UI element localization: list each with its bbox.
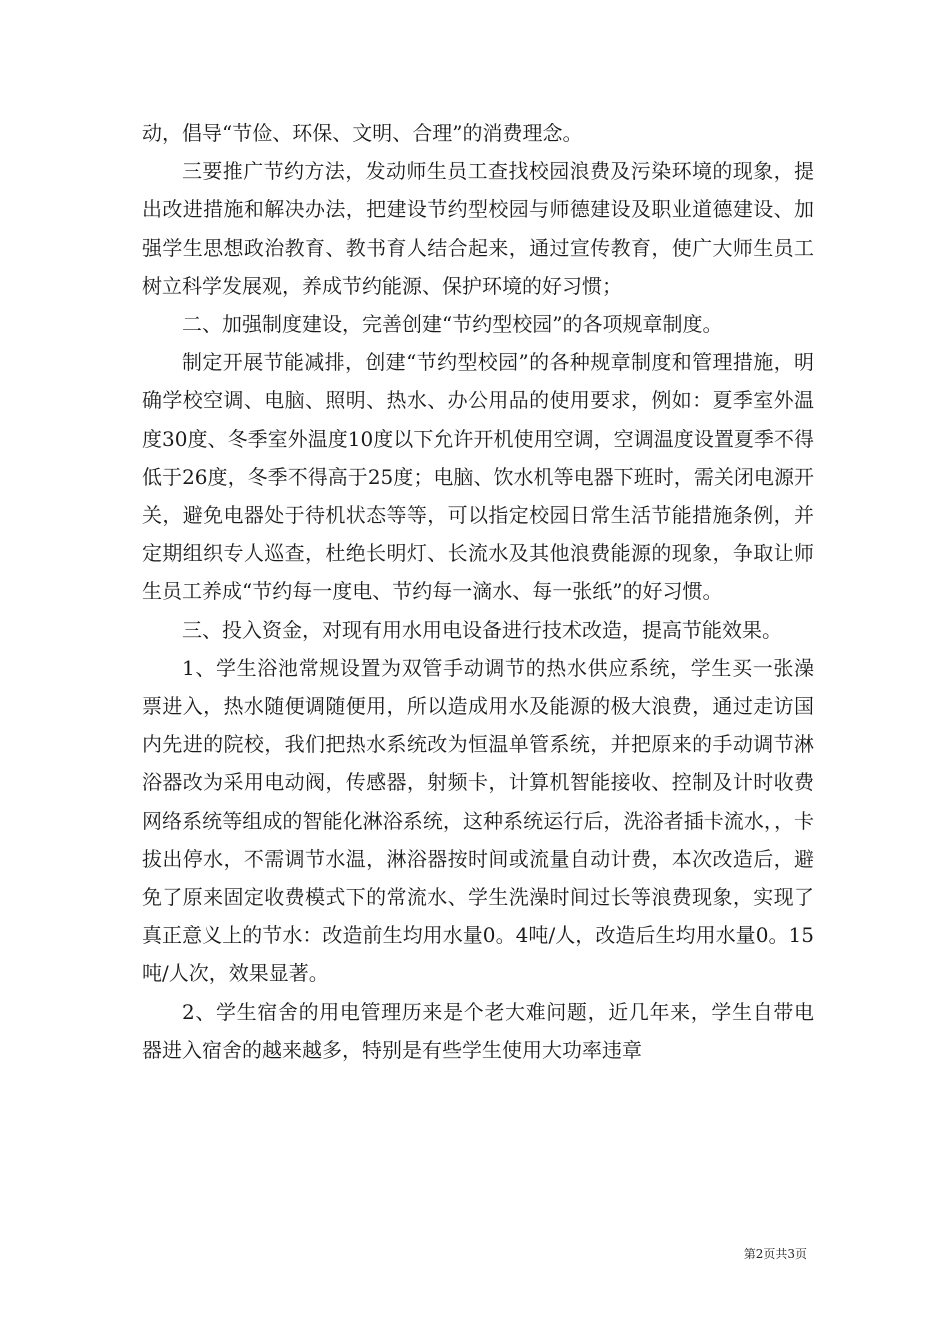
paragraph-7: 2、学生宿舍的用电管理历来是个老大难问题，近几年来，学生自带电器进入宿舍的越来越多，特别是有些学生使用大功率违章 — [142, 999, 814, 1062]
paragraph-2: 三要推广节约方法，发动师生员工查找校园浪费及污染环境的现象，提出改进措施和解决办法，把建设节约型校园与师德建设及职业道德建设、加强学生思想政治教育、教书育人结合起来，通过宣传教育，使广大师生员工树立科学发展观，养成节约能源、保护环境的好习惯； — [142, 159, 814, 298]
paragraph-1: 动，倡导“节俭、环保、文明、合理”的消费理念。 — [142, 121, 583, 145]
paragraph-4: 制定开展节能减排，创建“节约型校园”的各种规章制度和管理措施，明确学校空调、电脑、照明、热水、办公用品的使用要求，例如：夏季室外温度30度、冬季室外温度10度以下允许开机使用空调，空调温度设置夏季不得低于26度，冬季不得高于25度；电脑、饮水机等电器下班时，需关闭电源开关，避免电器处于待机状态等等，可以指定校园日常生活节能措施条例，并定期组织专人巡查，杜绝长明灯、长流水及其他浪费能源的现象，争取让师生员工养成“节约每一度电、节约每一滴水、每一张纸”的好习惯。 — [142, 350, 814, 604]
document-body — [142, 114, 814, 1069]
paragraph-3-heading: 二、加强制度建设，完善创建“节约型校园”的各项规章制度。 — [182, 312, 723, 337]
page-number-footer: 第2页共3页 — [743, 1247, 807, 1261]
paragraph-5-heading: 三、投入资金，对现有用水用电设备进行技术改造，提高节能效果。 — [182, 617, 782, 642]
paragraph-6: 1、学生浴池常规设置为双管手动调节的热水供应系统，学生买一张澡票进入，热水随便调随便用，所以造成用水及能源的极大浪费，通过走访国内先进的院校，我们把热水系统改为恒温单管系统，并把原来的手动调节淋浴器改为采用电动阀，传感器，射频卡，计算机智能接收、控制及计时收费网络系统等组成的智能化淋浴系统，这种系统运行后，洗浴者插卡流水，，卡拔出停水，不需调节水温，淋浴器按时间或流量自动计费，本次改造后，避免了原来固定收费模式下的常流水、学生洗澡时间过长等浪费现象，实现了真正意义上的节水：改造前生均用水量0。4吨/人，改造后生均用水量0。15吨/人次，效果显著。 — [142, 655, 814, 986]
